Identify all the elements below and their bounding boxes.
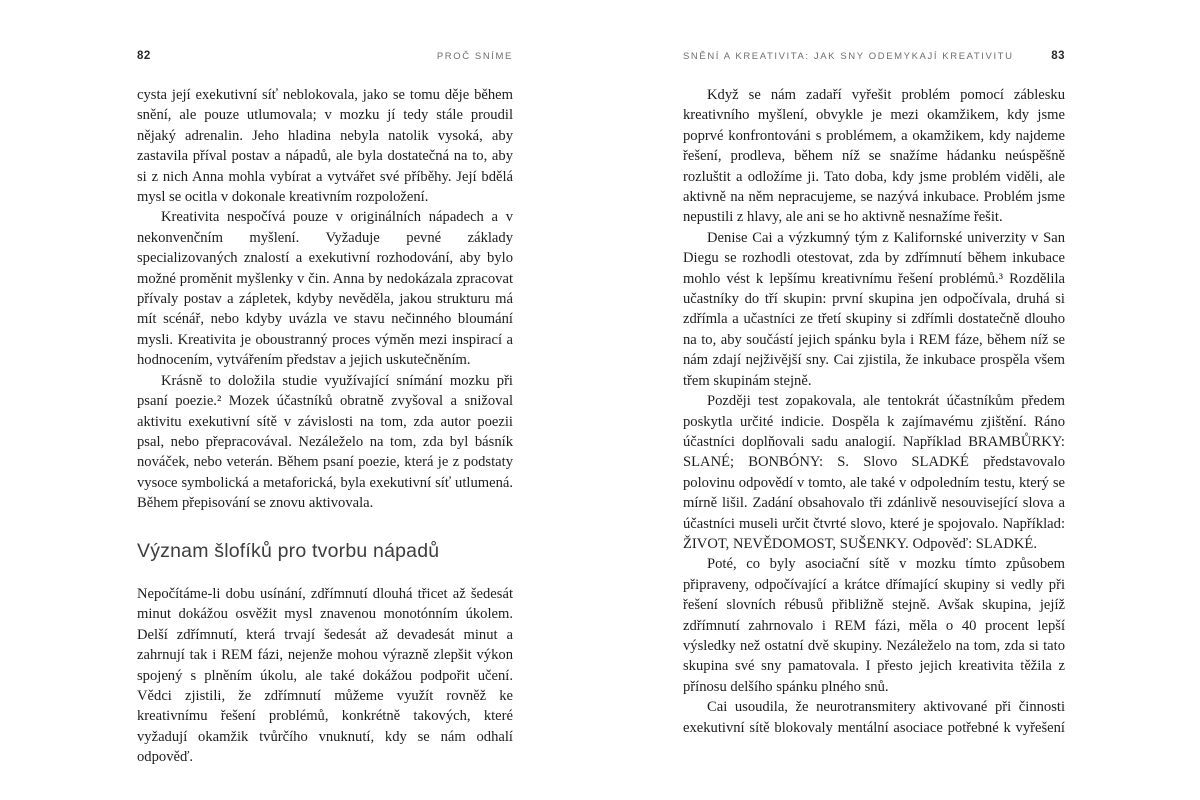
paragraph: Nepočítáme-li dobu usínání, zdřímnutí dlouhá třicet až šedesát minut dokážou osvěžit mysl znavenou monotónním úkolem. Delší zdřímnutí, která trvají šedesát až devadesát minut a zahrnují tak i REM fázi, nejenže mohou výrazně zlepšit výkon spojený s plněním úkolu, ale také dokážou podpořit učení. Vědci zjistili, že zdřímnutí můžeme využít rovněž ke kreativnímu řešení problémů, konkrétně takových, které vyžadují okamžik tvůrčího vnuknutí, kdy se nám odhalí odpověď. (137, 585, 513, 766)
paragraph: Poté, co byly asociační sítě v mozku tímto způsobem připraveny, odpočívající a krátce dřímající skupiny si vedly při řešení slovních rébusů přibližně stejně. Avšak skupina, jejíž zdřímnutí zahrnovalo i REM fázi, měla o 40 procent lepší výsledky než ostatní dvě skupiny. Nezáleželo na tom, zda si tato skupina své sny pamatovala. I přesto jejich kreativita těžila z přínosu delšího spánku plného snů. (683, 556, 1065, 695)
right-page (683, 50, 1065, 738)
paragraph-continues-next-page: Cai usoudila, že neurotransmitery aktivované při činnosti exekutivní sítě blokovaly mentální asociace potřebné k vyřešení (683, 699, 1065, 736)
right-page-header (683, 50, 1065, 62)
page-number-left: 82 (137, 50, 151, 62)
paragraph: Krásně to doložila studie využívající snímání mozku při psaní poezie.² Mozek účastníků obratně zvyšoval a snižoval aktivitu exekutivní sítě v závislosti na tom, zda autor poezii psal, nebo přepracovával. Nezáleželo na tom, zda byl básník nováček, nebo veterán. Během psaní poezie, která je z podstaty vysoce symbolická a metaforická, byla exekutivní síť utlumená. Během přepisování se znovu aktivovala. (137, 372, 513, 512)
right-page-body (683, 85, 1065, 738)
paragraph: Když se nám zadaří vyřešit problém pomocí záblesku kreativního myšlení, obvykle je mezi okamžikem, kdy jsme poprvé konfrontováni s problémem, a okamžikem, kdy najdeme řešení, prodleva, během níž se snažíme hádanku neúspěšně rozluštit a odložíme ji. Tato doba, kdy jsme problém viděli, ale aktivně na něm nepracujeme, se nazývá inkubace. Problém jsme nepustili z hlavy, ale ani se ho aktivně nesnažíme řešit. (683, 87, 1065, 226)
paragraph: Později test zopakovala, ale tentokrát účastníkům předem poskytla určité indicie. Dospěla k zajímavému zjištění. Ráno účastníci doplňovali sadu analogií. Například BRAMBŮRKY: SLANÉ; BONBÓNY: S. Slovo SLADKÉ představovalo polovinu odpovědí v tomto, ale také v odpoledním testu, který se mírně lišil. Zadání obsahovalo tři zdánlivě nesouvisející slova a účastníci museli určit čtvrté slovo, které je spojovalo. Například: ŽIVOT, NEVĚDOMOST, SUŠENKY. Odpověď: SLADKÉ. (683, 393, 1065, 552)
paragraph-continuation: cysta její exekutivní síť neblokovala, jako se tomu děje během snění, ale pouze utlumovala; v mozku jí tedy stále proudil nějaký adrenalin. Jeho hladina nebyla natolik vysoká, aby zastavila příval postav a nápadů, ale byla dostatečná na to, aby si z nich Anna mohla vybírat a vytvářet své příběhy. Její bdělá mysl se ocitla v dokonale kreativním rozpoložení. (137, 87, 513, 206)
left-page-header (137, 50, 513, 62)
running-head-right: SNĚNÍ A KREATIVITA: JAK SNY ODEMYKAJÍ KREATIVITU (683, 51, 1014, 62)
left-page (137, 50, 513, 768)
page-number-right: 83 (1051, 50, 1065, 62)
running-head-left: PROČ SNÍME (436, 51, 513, 62)
paragraph: Denise Cai a výzkumný tým z Kalifornské univerzity v San Diegu se rozhodli otestovat, zda by zdřímnutí během inkubace mohlo vést k lepšímu kreativnímu řešení problémů.³ Rozdělila učastníky do tří skupin: první skupina jen odpočívala, druhá si zdřímla a učastníci ze třetí skupiny si zdřímli dostatečně dlouho na to, aby součástí jejich spánku byla i REM fáze, během níž se nám zdají nejživější sny. Cai zjistila, že inkubace prospěla všem třem skupinám stejně. (683, 229, 1065, 389)
paragraph: Kreativita nespočívá pouze v originálních nápadech a v nekonvenčním myšlení. Vyžaduje pevné základy specializovaných znalostí a exekutivní rozhodování, aby bylo možné proměnit myšlenky v čin. Anna by nedokázala zpracovat přívaly postav a zápletek, kdyby nevěděla, jakou strukturu má mít scénář, nebo kdyby uvázla ve stavu nečinného bloumání mysli. Kreativita je oboustranný proces výměn mezi inspirací a hodnocením, vytvářením představ a jejich uskutečněním. (137, 209, 513, 369)
left-page-body (137, 85, 513, 768)
section-heading: Význam šlofíků pro tvorbu nápadů (137, 539, 440, 562)
